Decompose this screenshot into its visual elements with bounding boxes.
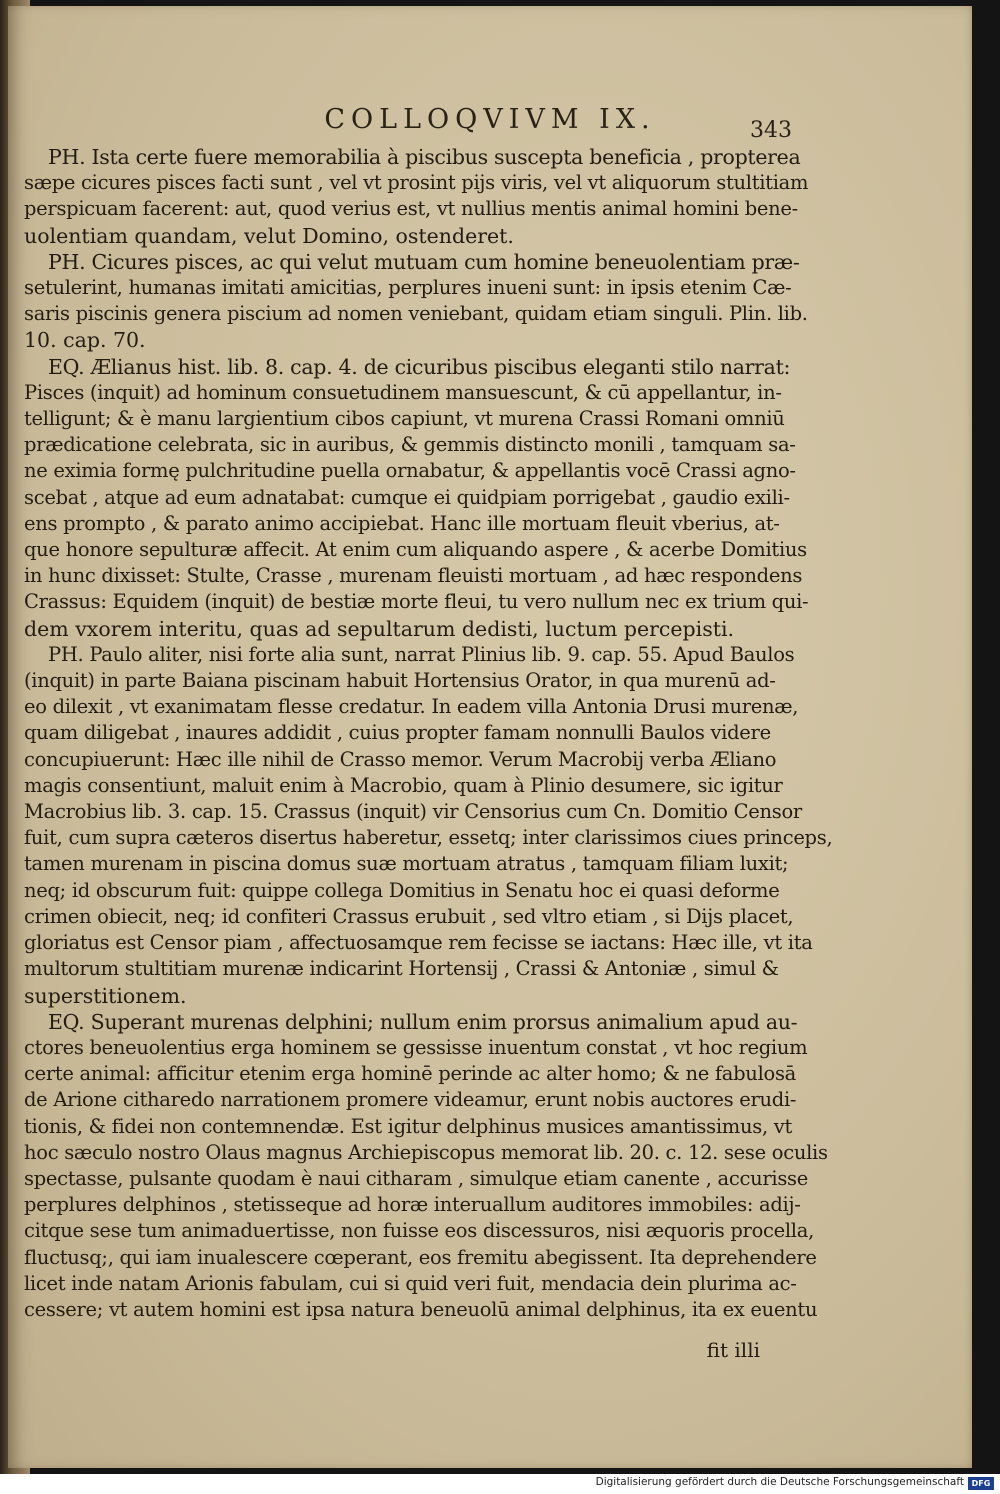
text-line: magis consentiunt, maluit enim à Macrobio, quam à Plinio desumere, sic igitur [24,773,783,797]
text-line: spectasse, pulsante quodam è naui citharam , simulque etiam canente , accurisse [24,1166,808,1190]
text-line: dem vxorem interitu, quas ad sepultarum dedisti, luctum percepisti. [24,616,735,641]
text-line: multorum stultitiam murenæ indicarint Hortensij , Crassi & Antoniæ , simul & [24,957,779,981]
text-line: 10. cap. 70. [24,328,146,353]
text-line: tamen murenam in piscina domus suæ mortuam atratus , tamquam filiam luxit; [24,852,789,876]
text-line: cessere; vt autem homini est ipsa natura beneuolū animal delphinus, ita ex euentu [24,1297,818,1321]
text-line: setulerint, humanas imitati amicitias, perplures inueni sunt: in ipsis etenim Cæ- [24,276,792,300]
text-line: perplures delphinos , stetisseque ad horæ interuallum auditores immobiles: adij- [24,1193,801,1217]
text-line: ne eximia formę pulchritudine puella ornabatur, & appellantis vocē Crassi agno- [24,459,796,483]
text-line: tionis, & fidei non contemnendæ. Est igitur delphinus musices amantissimus, vt [24,1114,792,1138]
text-line: concupiuerunt: Hæc ille nihil de Crasso memor. Verum Macrobij verba Æliano [24,747,777,771]
text-line: scebat , atque ad eum adnatabat: cumque ei quidpiam porrigebat , gaudio exili- [24,485,790,509]
catchword: fit illi [706,1338,760,1362]
text-line: sæpe cicures pisces facti sunt , vel vt prosint pijs viris, vel vt aliquorum stultitiam [24,171,809,195]
text-line: certe animal: afficitur etenim erga hominē perinde ac alter homo; & ne fabulosā [24,1062,796,1086]
text-line: (inquit) in parte Baiana piscinam habuit Hortensius Orator, in qua murenū ad- [24,669,776,693]
body-text [24,144,833,1323]
running-head: COLLOQVIVM IX. [324,104,656,135]
text-line: ctores beneuolentius erga hominem se gessisse inuentum constat , vt hoc regium [24,1035,808,1059]
funding-notice: Digitalisierung gefördert durch die Deutsche Forschungsgemeinschaft [595,1476,964,1488]
text-line: ens prompto , & parato animo accipiebat. Hanc ille mortuam fleuit vberius, at- [24,511,780,535]
text-line: que honore sepulturæ affecit. At enim cum aliquando aspere , & acerbe Domitius [24,538,807,562]
text-line: prædicatione celebrata, sic in auribus, & gemmis distincto monili , tamquam sa- [24,433,796,457]
text-line: fluctusq;, qui iam inualescere cœperant, eos fremitu abegissent. Ita deprehendere [24,1245,817,1269]
text-line: EQ. Superant murenas delphini; nullum enim prorsus animalium apud au- [48,1009,798,1034]
text-line: crimen obiecit, neq; id confiteri Crassus erubuit , sed vltro etiam , si Dijs placet, [24,904,794,928]
book-page [8,6,972,1468]
text-line: superstitionem. [24,983,187,1008]
text-line: quam diligebat , inaures addidit , cuius propter famam nonnulli Baulos videre [24,721,771,745]
text-line: Crassus: Equidem (inquit) de bestiæ morte fleui, tu vero nullum nec ex trium qui- [24,590,809,614]
text-line: PH. Cicures pisces, ac qui velut mutuam cum homine beneuolentiam præ- [48,249,800,274]
text-line: in hunc dixisset: Stulte, Crasse , murenam fleuisti mortuam , ad hæc respondens [24,564,803,588]
text-line: EQ. Ælianus hist. lib. 8. cap. 4. de cicuribus piscibus eleganti stilo narrat: [48,354,791,379]
text-line: Macrobius lib. 3. cap. 15. Crassus (inquit) vir Censorius cum Cn. Domitio Censor [24,800,802,824]
text-line: telligunt; & è manu largientium cibos capiunt, vt murena Crassi Romani omniū [24,407,785,431]
text-line: licet inde natam Arionis fabulam, cui si quid veri fuit, mendacia dein plurima ac- [24,1271,797,1295]
text-line: citque sese tum animaduertisse, non fuisse eos discessuros, nisi æquoris procella, [24,1219,814,1243]
text-line: Pisces (inquit) ad hominum consuetudinem mansuescunt, & cū appellantur, in- [24,380,782,404]
text-line: hoc sæculo nostro Olaus magnus Archiepiscopus memorat lib. 20. c. 12. sese oculis [24,1140,828,1164]
text-line: eo dilexit , vt exanimatam flesse credatur. In eadem villa Antonia Drusi murenæ, [24,695,799,719]
footer-bar [0,1474,1000,1494]
text-line: fuit, cum supra cæteros disertus haberetur, essetq; inter clarissimos ciues princeps, [24,826,833,850]
page-number: 343 [750,118,792,143]
text-line: PH. Ista certe fuere memorabilia à piscibus suscepta beneficia , propterea [48,145,801,169]
text-line: PH. Paulo aliter, nisi forte alia sunt, narrat Plinius lib. 9. cap. 55. Apud Baulos [48,642,795,666]
text-line: perspicuam facerent: aut, quod verius est, vt nullius mentis animal homini bene- [24,197,798,221]
text-line: gloriatus est Censor piam , affectuosamque rem fecisse se iactans: Hæc ille, vt ita [24,931,813,955]
text-line: saris piscinis genera piscium ad nomen veniebant, quidam etiam singuli. Plin. lib. [24,302,808,326]
text-line: neq; id obscurum fuit: quippe collega Domitius in Senatu hoc ei quasi deforme [24,878,780,902]
text-line: de Arione citharedo narrationem promere videamur, erunt nobis auctores erudi- [24,1088,797,1112]
dfg-logo: DFG [968,1477,994,1490]
text-line: uolentiam quandam, velut Domino, ostenderet. [24,223,514,248]
